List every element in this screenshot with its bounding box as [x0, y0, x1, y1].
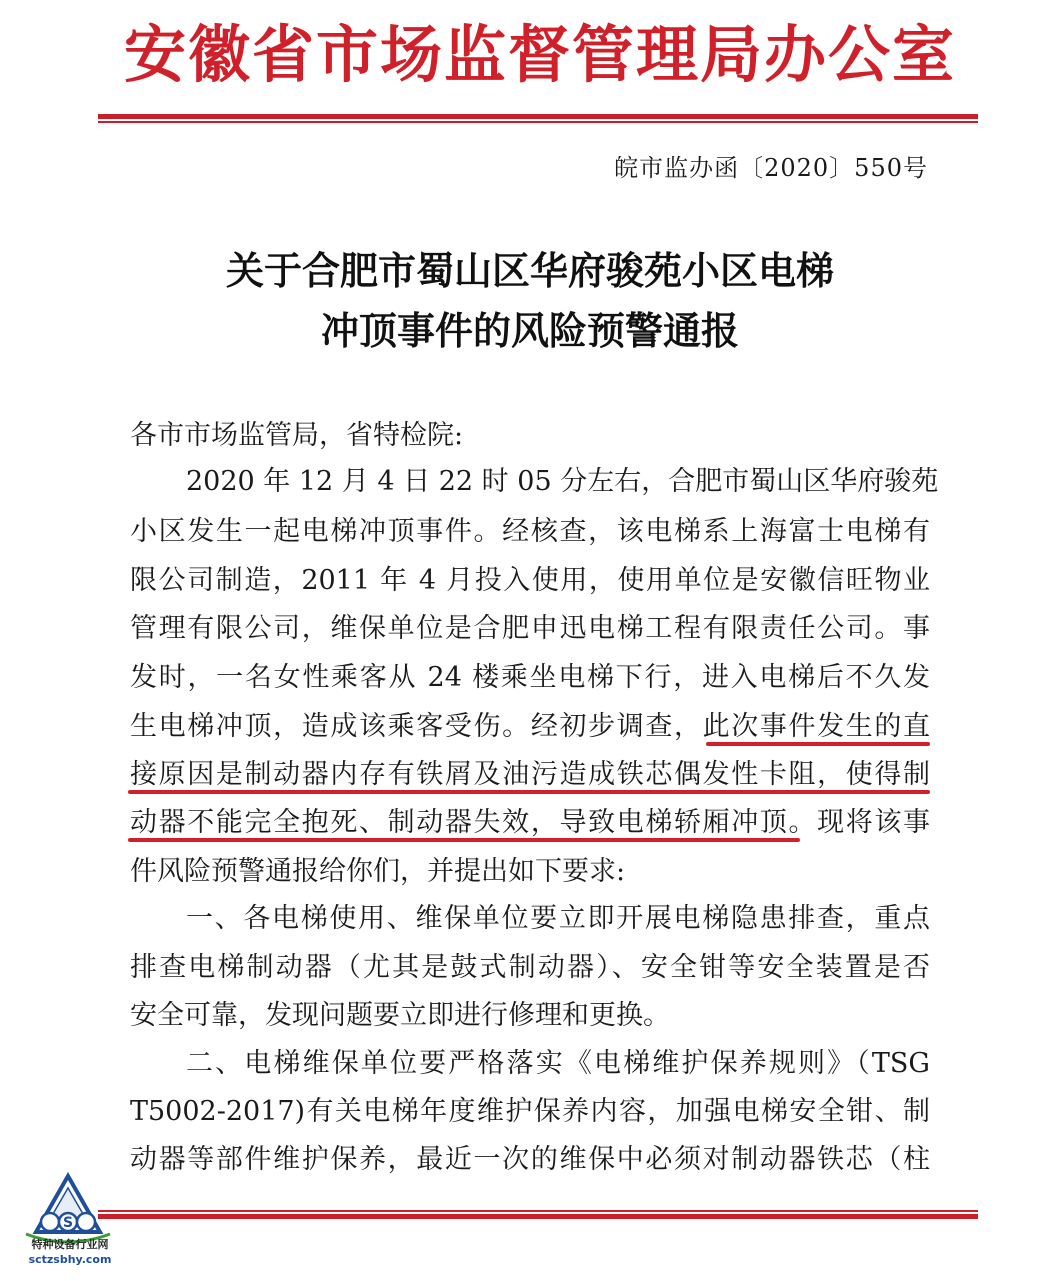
body-line: 接原因是制动器内存有铁屑及油污造成铁芯偶发性卡阻，使得制: [130, 759, 930, 790]
watermark-site-name: 特种设备行业网: [31, 1238, 109, 1251]
header-red-rule: [98, 114, 978, 124]
body-line: 件风险预警通报给你们，并提出如下要求:: [130, 856, 626, 887]
body-line: 管理有限公司，维保单位是合肥申迅电梯工程有限责任公司。事: [130, 613, 930, 644]
requirement-line: 二、电梯维保单位要严格落实《电梯维护保养规则》（TSG: [186, 1048, 930, 1079]
svg-text:S: S: [62, 1215, 74, 1231]
header-rule-thin: [98, 121, 978, 123]
requirement-line: 一、各电梯使用、维保单位要立即开展电梯隐患排查，重点: [186, 903, 930, 934]
highlight-underline: [706, 742, 930, 746]
footer-red-rule: [98, 1210, 978, 1220]
header-rule-thick: [98, 114, 978, 119]
requirement-line: 动器等部件维护保养，最近一次的维保中必须对制动器铁芯（柱: [130, 1144, 930, 1175]
body-line: 2020 年 12 月 4 日 22 时 05 分左右，合肥市蜀山区华府骏苑: [186, 466, 939, 497]
body-line: 动器不能完全抱死、制动器失效，导致电梯轿厢冲顶。现将该事: [130, 807, 930, 838]
body-line: 小区发生一起电梯冲顶事件。经核查，该电梯系上海富士电梯有: [130, 516, 930, 547]
highlight-underline: [128, 790, 930, 794]
watermark-site-url: sctzsbhy.com: [28, 1253, 112, 1266]
issuing-office-title: 安徽省市场监督管理局办公室: [123, 18, 956, 91]
requirement-line: 排查电梯制动器（尤其是鼓式制动器）、安全钳等安全装置是否: [130, 952, 930, 983]
requirement-line: T5002-2017)有关电梯年度维护保养内容，加强电梯安全钳、制: [130, 1096, 930, 1127]
highlight-underline: [128, 838, 800, 842]
body-line: 限公司制造，2011 年 4 月投入使用，使用单位是安徽信旺物业: [130, 565, 930, 596]
requirement-line: 安全可靠，发现问题要立即进行修理和更换。: [130, 1000, 670, 1031]
body-line: 生电梯冲顶，造成该乘客受伤。经初步调查，此次事件发生的直: [130, 711, 930, 742]
body-line: 发时，一名女性乘客从 24 楼乘坐电梯下行，进入电梯后不久发: [130, 662, 930, 693]
footer-rule-thick: [98, 1214, 978, 1219]
footer-rule-thin: [98, 1210, 978, 1212]
document-title-line-2: 冲顶事件的风险预警通报: [320, 309, 739, 353]
document-title-line-1: 关于合肥市蜀山区华府骏苑小区电梯: [225, 249, 834, 293]
document-number: 皖市监办函〔2020〕550号: [614, 154, 928, 182]
recipients-line: 各市市场监管局，省特检院:: [130, 420, 464, 451]
